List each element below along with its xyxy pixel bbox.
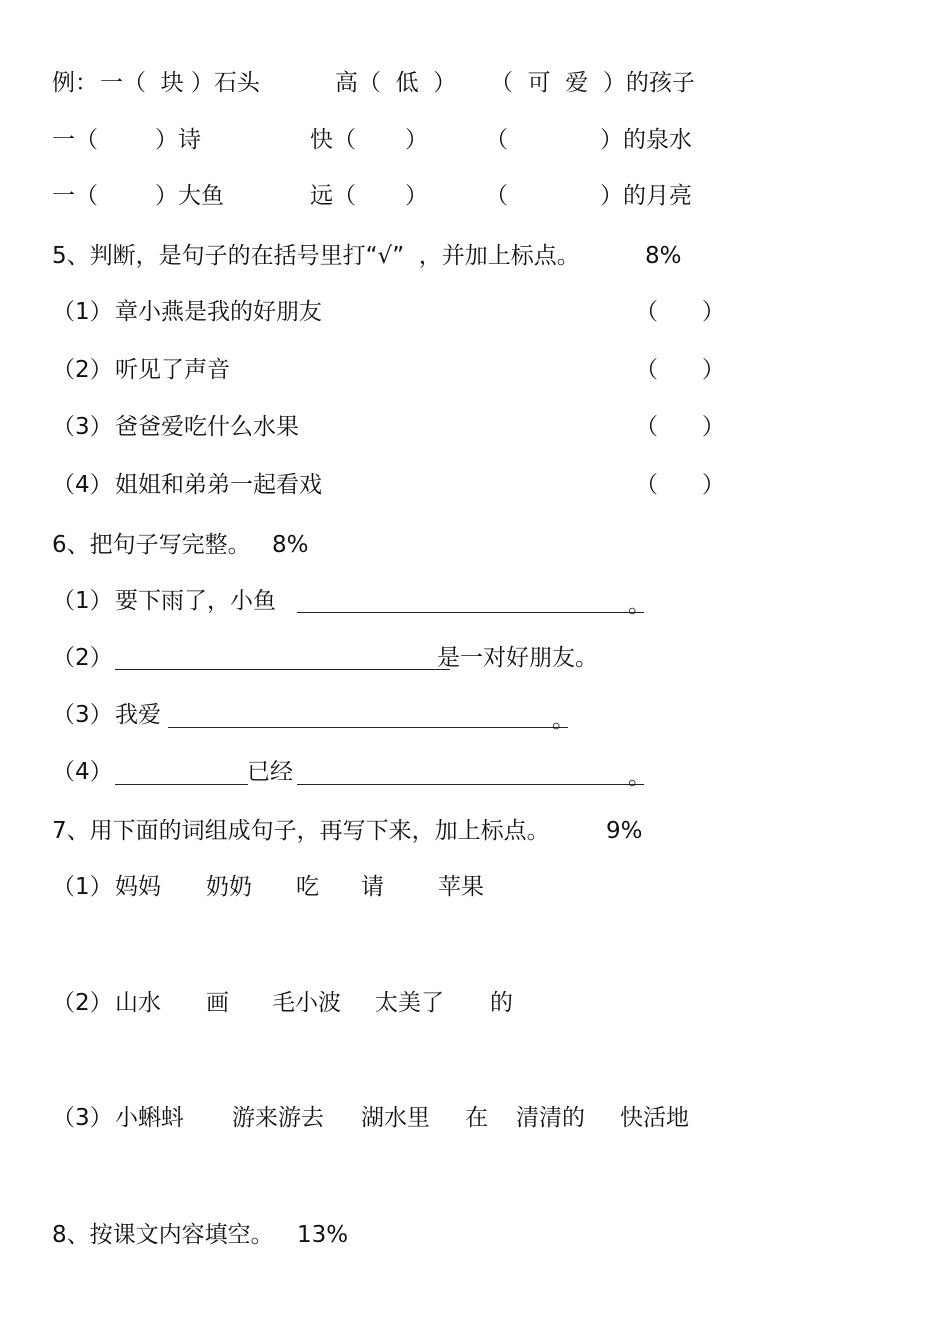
judge-item-text: 章小燕是我的好朋友 bbox=[115, 299, 322, 325]
row2-adjective-open: （ bbox=[485, 183, 508, 209]
word-chip: 山水 bbox=[115, 990, 161, 1016]
section5-title: 5、判断，是句子的在括号里打“√” ，并加上标点。 bbox=[52, 243, 580, 269]
word-chip: 清清的 bbox=[516, 1105, 585, 1131]
row2-antonym-open: 远（ bbox=[310, 183, 356, 209]
answer-blank-line[interactable] bbox=[115, 669, 450, 670]
complete-item-prefix: 我爱 bbox=[115, 702, 161, 728]
word-chip: 小蝌蚪 bbox=[115, 1105, 184, 1131]
word-item-number: （2） bbox=[52, 990, 113, 1016]
word-item-number: （1） bbox=[52, 874, 113, 900]
answer-blank-line[interactable] bbox=[168, 727, 568, 728]
example-adjective: （ 可 爱 ）的孩子 bbox=[490, 70, 695, 96]
section7-score: 9% bbox=[606, 818, 643, 844]
word-chip: 湖水里 bbox=[361, 1105, 430, 1131]
complete-item-suffix: 是一对好朋友。 bbox=[437, 645, 598, 671]
complete-item-end: 。 bbox=[628, 764, 651, 790]
row1-measure-open: 一（ bbox=[52, 127, 98, 153]
row1-adjective-close: ）的泉水 bbox=[600, 127, 692, 153]
section6-score: 8% bbox=[272, 532, 309, 558]
complete-item-end: 。 bbox=[628, 592, 651, 618]
word-chip: 在 bbox=[465, 1105, 488, 1131]
word-chip: 太美了 bbox=[375, 990, 444, 1016]
word-chip: 妈妈 bbox=[115, 874, 161, 900]
word-chip: 快活地 bbox=[620, 1105, 689, 1131]
word-item-number: （3） bbox=[52, 1105, 113, 1131]
word-chip: 画 bbox=[206, 990, 229, 1016]
complete-item-number: （3） bbox=[52, 702, 113, 728]
example-measure-word: 一（ 块 ）石头 bbox=[100, 70, 260, 96]
judge-item-paren: （ ） bbox=[635, 357, 725, 383]
row1-antonym-close: ） bbox=[405, 127, 428, 153]
section8-title: 8、按课文内容填空。 bbox=[52, 1222, 274, 1248]
word-chip: 毛小波 bbox=[272, 990, 341, 1016]
complete-item-number: （2） bbox=[52, 645, 113, 671]
judge-item-paren: （ ） bbox=[635, 414, 725, 440]
word-chip: 奶奶 bbox=[206, 874, 252, 900]
judge-item-text: 听见了声音 bbox=[115, 357, 230, 383]
complete-item-prefix: 要下雨了，小鱼 bbox=[115, 588, 276, 614]
judge-item-text: 爸爸爱吃什么水果 bbox=[115, 414, 299, 440]
judge-item-number: （2） bbox=[52, 357, 113, 383]
answer-blank-line[interactable] bbox=[297, 612, 644, 613]
section8-score: 13% bbox=[297, 1222, 349, 1248]
row2-adjective-close: ）的月亮 bbox=[600, 183, 692, 209]
section7-title: 7、用下面的词组成句子，再写下来，加上标点。 bbox=[52, 818, 550, 844]
word-chip: 的 bbox=[490, 990, 513, 1016]
judge-item-number: （1） bbox=[52, 299, 113, 325]
example-antonym: 高（ 低 ） bbox=[335, 70, 457, 96]
row2-measure-close: ）大鱼 bbox=[155, 183, 224, 209]
row1-adjective-open: （ bbox=[485, 127, 508, 153]
row1-measure-close: ）诗 bbox=[155, 127, 201, 153]
section5-score: 8% bbox=[645, 243, 682, 269]
judge-item-number: （3） bbox=[52, 414, 113, 440]
example-prefix: 例： bbox=[52, 70, 98, 96]
complete-item-number: （4） bbox=[52, 759, 113, 785]
row2-antonym-close: ） bbox=[405, 183, 428, 209]
row2-measure-open: 一（ bbox=[52, 183, 98, 209]
complete-item-middle: 已经 bbox=[247, 759, 293, 785]
row1-antonym-open: 快（ bbox=[310, 127, 356, 153]
judge-item-number: （4） bbox=[52, 472, 113, 498]
judge-item-paren: （ ） bbox=[635, 472, 725, 498]
judge-item-text: 姐姐和弟弟一起看戏 bbox=[115, 472, 322, 498]
answer-blank-line[interactable] bbox=[297, 784, 644, 785]
judge-item-paren: （ ） bbox=[635, 299, 725, 325]
section6-title: 6、把句子写完整。 bbox=[52, 532, 251, 558]
answer-blank-line[interactable] bbox=[115, 784, 248, 785]
word-chip: 请 bbox=[361, 874, 384, 900]
complete-item-end: 。 bbox=[552, 707, 575, 733]
word-chip: 吃 bbox=[296, 874, 319, 900]
word-chip: 苹果 bbox=[438, 874, 484, 900]
word-chip: 游来游去 bbox=[232, 1105, 324, 1131]
complete-item-number: （1） bbox=[52, 588, 113, 614]
